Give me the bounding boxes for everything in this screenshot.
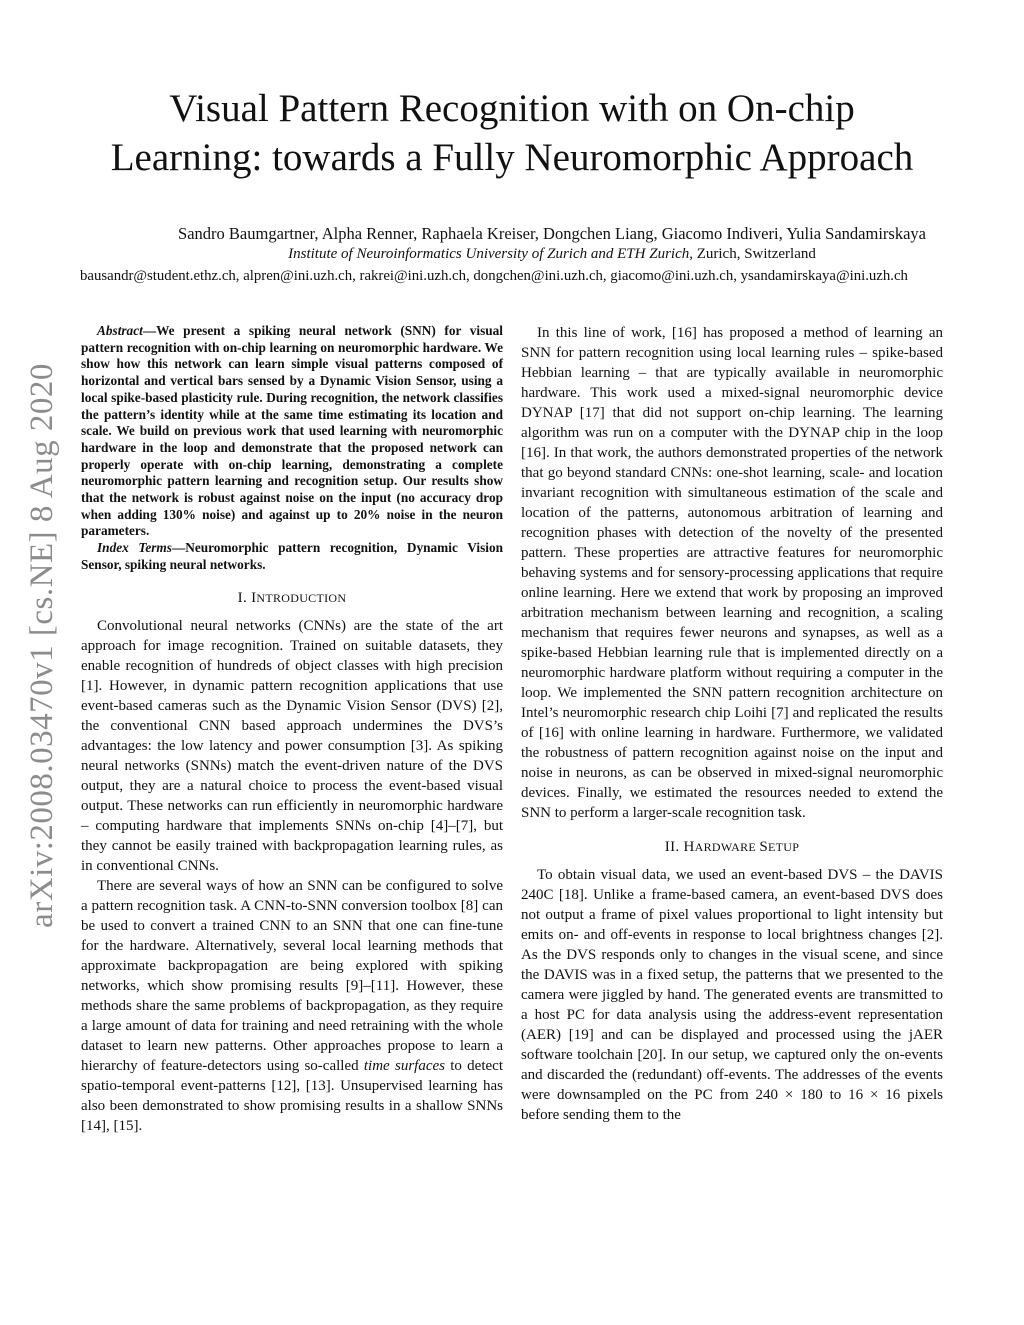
- author-emails: bausandr@student.ethz.ch, alpren@ini.uzh.ch, rakrei@ini.uzh.ch, dongchen@ini.uzh.ch, giacomo@ini.uzh.ch, ysandamirskaya@ini.uzh.ch: [80, 268, 908, 284]
- intro-paragraph-3: In this line of work, [16] has proposed a method of learning an SNN for pattern recognition using local learning rules – spike-based Hebbian learning – that are typically available in neuromorphic hardware. This work used a mixed-signal neuromorphic device DYNAP [17] that did not support on-chip learning. The learning algorithm was run on a computer with the DYNAP chip in the loop [16]. In that work, the authors demonstrated properties of the network that go beyond standard CNNs: one-shot learning, scale- and location invariant recognition with simultaneous estimation of the scale and location of the patterns, autonomous arbitration of learning and recognition phases with detection of the novelty of the presented pattern. These properties are attractive features for neuromorphic behaving systems and for sensory-processing applications that require online learning. Here we extend that work by proposing an improved arbitration mechanism between learning and recognition, a scaling mechanism that requires fewer neurons and synapses, as well as a spike-based Hebbian learning rule that is implemented directly on a neuromorphic hardware platform without requiring a computer in the loop. We implemented the SNN pattern recognition architecture on Intel’s neuromorphic research chip Loihi [7] and replicated the results of [16] with online learning in hardware. Furthermore, we validated the robustness of pattern recognition against noise on the input and noise in neurons, as can be observed in mixed-signal neuromorphic devices. Finally, we estimated the resources needed to extend the SNN to perform a larger-scale recognition task.: [521, 325, 943, 821]
- section-heading-introduction: I. INTRODUCTION: [237, 589, 347, 606]
- index-terms-label: Index Terms: [97, 540, 172, 556]
- affiliation-location: , Zurich, Switzerland: [689, 246, 816, 262]
- title-line-2: Learning: towards a Fully Neuromorphic Approach: [110, 136, 914, 179]
- index-terms: [81, 540, 503, 573]
- right-column: [521, 323, 943, 1125]
- abstract-text: —We present a spiking neural network (SNN) for visual pattern recognition with on-chip learning on neuromorphic hardware. We show how this network can learn simple visual patterns composed of horizontal and vertical bars sensed by a Dynamic Vision Sensor, using a local spike-based plasticity rule. During recognition, the network classifies the pattern’s identity while at the same time estimating its location and scale. We build on previous work that used learning with neuromorphic hardware in the loop and demonstrate that the proposed network can properly operate with on-chip learning, demonstrating a complete neuromorphic pattern learning and recognition setup. Our results show that the network is robust against noise on the input (no accuracy drop when adding 130% noise) and against up to 20% noise in the neuron parameters.: [81, 323, 503, 539]
- hardware-paragraph-1: To obtain visual data, we used an event-based DVS – the DAVIS 240C [18]. Unlike a frame-based camera, an event-based DVS does not output a frame of pixel values proportional to light intensity but emits on- and off-events in response to local brightness changes [2]. As the DVS responds only to changes in the visual scene, and since the DAVIS was in a fixed setup, the patterns that we presented to the camera were jiggled by hand. The generated events are transmitted to a host PC for data analysis using the address-event representation (AER) [19] and can be displayed and processed using the jAER software toolchain [20]. In our setup, we captured only the on-events and discarded the (redundant) off-events. The addresses of the events were downsampled on the PC from 240 × 180 to 16 × 16 pixels before sending them to the: [521, 867, 943, 1123]
- abstract-label: Abstract: [97, 323, 143, 338]
- intro-paragraph-1: Convolutional neural networks (CNNs) are the state of the art approach for image recognition. Trained on suitable datasets, they enable recognition of hundreds of object classes with high precision [1]. However, in dynamic pattern recognition applications that use event-based cameras such as the Dynamic Vision Sensor (DVS) [2], the conventional CNN based approach undermines the DVS’s advantages: the low latency and power consumption [3]. As spiking neural networks (SNNs) match the event-driven nature of the DVS output, they are a natural choice to process the event-based visual output. These networks can run efficiently in neuromorphic hardware – computing hardware that implements SNNs on-chip [4]–[7], but they cannot be easily trained with backpropagation learning rules, as in conventional CNNs.: [81, 617, 503, 874]
- arxiv-id: arXiv:2008.03470v1 [cs.NE] 8 Aug 2020: [23, 362, 60, 928]
- paper-title: [60, 84, 964, 182]
- author-list: Sandro Baumgartner, Alpha Renner, Raphaela Kreiser, Dongchen Liang, Giacomo Indiveri, Yulia Sandamirskaya: [178, 224, 926, 243]
- index-terms-text: —Neuromorphic pattern recognition, Dynamic Vision Sensor, spiking neural networks.: [81, 540, 503, 572]
- abstract: [81, 323, 503, 540]
- arxiv-stamp: [22, 355, 62, 935]
- section-heading-hardware-setup: II. HARDWARE SETUP: [664, 839, 800, 855]
- left-column: [81, 323, 503, 1136]
- affiliation-institute: Institute of Neuroinformatics University of Zurich and ETH Zurich: [288, 246, 690, 262]
- affiliation: [100, 244, 1004, 264]
- intro-paragraph-2: There are several ways of how an SNN can be configured to solve a pattern recognition task. A CNN-to-SNN conversion toolbox [8] can be used to convert a trained CNN to an SNN that one can fine-tune for the hardware. Alternatively, several local learning methods that approximate backpropagation are being explored with spiking networks, which show promising results [9]–[11]. However, these methods share the same problems of backpropagation, as they require a large amount of data for training and need retraining with the whole dataset to learn new patterns. Other approaches propose to learn a hierarchy of feature-detectors using so-called time surfaces to detect spatio-temporal event-patterns [12], [13]. Unsupervised learning has also been demonstrated to show promising results in a shallow SNNs [14], [15].: [81, 877, 503, 1134]
- title-line-1: Visual Pattern Recognition with on On-chip: [169, 87, 855, 130]
